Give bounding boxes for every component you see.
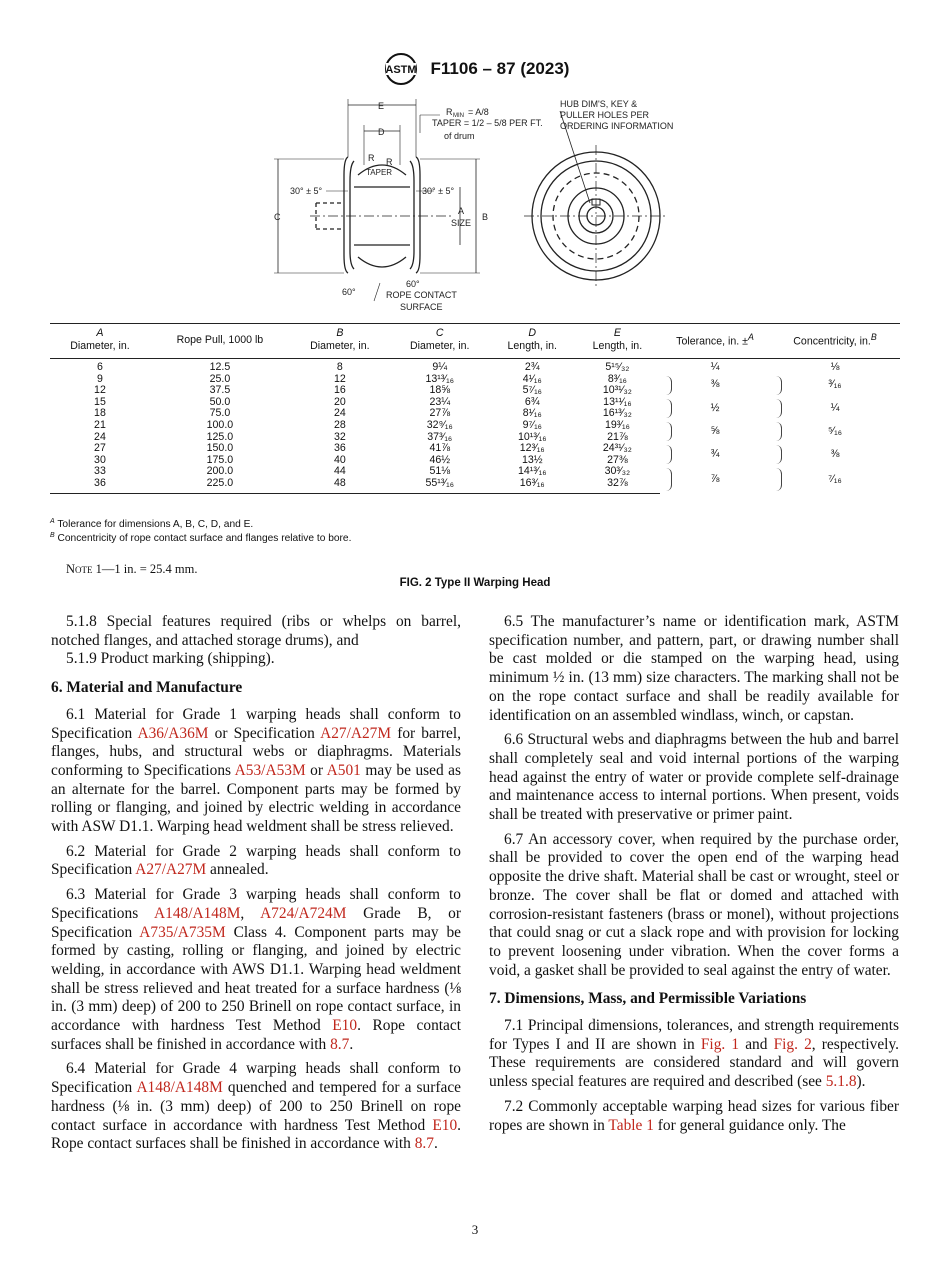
cell-d: 14¹³⁄₁₆ xyxy=(518,465,547,478)
label-of-drum: of drum xyxy=(444,131,475,141)
cell-c: 23¼ xyxy=(429,395,451,408)
cell-concentricity-group xyxy=(770,443,900,466)
section-6-heading: 6. Material and Manufacture xyxy=(51,679,243,697)
label-rope-contact: ROPE CONTACT xyxy=(386,290,457,300)
para-6-4: 6.4 Material for Grade 4 warping heads shall conform to Specification A148/A148M quenched and tempered for a surface hardness (⅛ in. (3 mm) deep) of 200 to 250 Brinell on rope contact surface in accordance with hardness Test Method E10. Rope contact surfaces shall be finished in accordance with 8.7. xyxy=(51,1060,461,1153)
link-8-7-b[interactable]: 8.7 xyxy=(414,1135,434,1153)
para-6-2: 6.2 Material for Grade 2 warping heads shall conform to Specification A27/A27M annealed. xyxy=(51,842,461,879)
cell-d: 6¾ xyxy=(524,395,540,408)
cell-concentricity-group xyxy=(770,466,900,493)
cell-concentricity-group xyxy=(770,374,900,397)
para-5-1-9: 5.1.9 Product marking (shipping). xyxy=(66,650,275,668)
label-size: SIZE xyxy=(451,218,472,228)
concentricity-value: ⁵⁄₁₆ xyxy=(827,424,842,437)
table-body xyxy=(50,359,900,494)
table-header-row xyxy=(50,324,900,359)
cell-a: 12 xyxy=(94,384,106,397)
cell-c: 13¹³⁄₁₆ xyxy=(425,372,454,385)
cell-d: 2¾ xyxy=(524,361,540,373)
brace-icon xyxy=(666,376,672,395)
link-fig-2[interactable]: Fig. 2 xyxy=(773,1035,812,1053)
cell-rope: 75.0 xyxy=(209,407,231,420)
para-6-3: 6.3 Material for Grade 3 warping heads shall conform to Specifications A148/A148M, A724/A724M Grade B, or Specification A735/A735M Class 4. Component parts may be formed by casting, rolling or flanging, and joined by electric welding, in accordance with AWS D1.1. Warping head weldment shall be stress relieved and heat treated for a surface hardness (⅛ in. (3 mm) deep) of 200 to 250 Brinell on rope contact surface, in accordance with hardness Test Method E10. Rope contact surfaces shall be finished in accordance with 8.7. xyxy=(51,886,461,1053)
brace-icon xyxy=(666,468,672,491)
header-d: D Length, in. xyxy=(490,324,575,359)
label-hub-2: PULLER HOLES PER xyxy=(560,110,650,120)
cell-b: 32 xyxy=(333,430,346,443)
link-fig-1[interactable]: Fig. 1 xyxy=(700,1035,740,1053)
link-a735[interactable]: A735/A735M xyxy=(139,923,226,941)
concentricity-value: ⅜ xyxy=(830,447,840,460)
cell-c: 32⁹⁄₁₆ xyxy=(426,418,453,431)
link-a148-qt[interactable]: A148/A148M xyxy=(136,1079,223,1097)
para-6-7: 6.7 An accessory cover, when required by the purchase order, shall be provided to cover the open end of the warping head opposite the drive shaft. Material shall be cast or wrought, steel or bronze. The cover shall be flat or domed and attached with corrosion-resistant fasteners (brass or monel), without projections that could snag or cut a slack rope and with provision for locking to prevent loosening under vibration. When the cover forms a void, a gasket shall be provided to seal against the entry of water. xyxy=(489,830,899,979)
cell-b: 36 xyxy=(333,442,346,455)
label-60-left: 60° xyxy=(342,287,356,297)
cell-e: 32⅞ xyxy=(575,478,660,493)
figure-caption: FIG. 2 Type II Warping Head xyxy=(399,577,551,589)
cell-d: 16³⁄₁₆ xyxy=(490,478,575,493)
cell-a: 30 xyxy=(94,453,106,466)
header-b: B Diameter, in. xyxy=(290,324,390,359)
cell-a: 33 xyxy=(94,465,106,478)
document-designation: F1106 – 87 (2023) xyxy=(430,59,570,78)
cell-c: 37³⁄₁₆ xyxy=(427,430,453,443)
brace-icon xyxy=(666,445,672,464)
cell-c: 55¹³⁄₁₆ xyxy=(390,478,490,493)
right-column xyxy=(489,613,899,1141)
link-e10[interactable]: E10 xyxy=(332,1017,358,1035)
tolerance-value: ⅝ xyxy=(710,424,720,437)
cell-e: 5¹⁵⁄₃₂ xyxy=(605,361,630,373)
cell-tolerance-group xyxy=(660,397,770,420)
brace-icon xyxy=(776,468,782,491)
label-rmin: R xyxy=(446,107,453,117)
label-r: R xyxy=(368,153,375,163)
cell-rope: 150.0 xyxy=(206,442,234,455)
cell-a: 21 xyxy=(94,418,106,431)
cell-a: 27 xyxy=(94,442,106,455)
cell-b: 28 xyxy=(333,418,346,431)
cell-e: 19³⁄₁₆ xyxy=(604,418,630,431)
cell-e: 13¹¹⁄₁₆ xyxy=(603,395,632,408)
para-7-2: 7.2 Commonly acceptable warping head sizes for various fiber ropes are shown in Table 1 for general guidance only. The xyxy=(489,1097,899,1134)
label-angle-right: 30° ± 5° xyxy=(422,186,455,196)
label-hub-1: HUB DIM'S, KEY & xyxy=(560,99,638,109)
cell-tolerance-group xyxy=(660,466,770,493)
label-b: B xyxy=(482,212,489,222)
cell-d: 5⁷⁄₁₆ xyxy=(522,384,542,397)
cell-rope: 25.0 xyxy=(209,372,231,385)
label-60-right: 60° xyxy=(406,279,420,289)
left-column xyxy=(51,613,461,1160)
para-6-6: 6.6 Structural webs and diaphragms between the hub and barrel shall completely seal and void internal portions of the warping head against the entry of water or provide complete self-drainage and maintenance access to internal portions. When present, voids shall be treated with preservative or primer paint. xyxy=(489,731,899,824)
header-a: A Diameter, in. xyxy=(50,324,150,359)
cell-e: 21⅞ xyxy=(607,430,628,443)
cell-a: 36 xyxy=(50,478,150,493)
label-c: C xyxy=(274,212,281,222)
page-header xyxy=(0,52,950,86)
tolerance-value: ⅞ xyxy=(710,472,720,485)
header-c: C Diameter, in. xyxy=(390,324,490,359)
label-angle-left: 30° ± 5° xyxy=(290,186,323,196)
link-a27[interactable]: A27/A27M xyxy=(320,724,392,742)
cell-c: 46½ xyxy=(429,453,451,466)
cell-e: 27⅜ xyxy=(607,453,628,466)
brace-icon xyxy=(666,399,672,418)
link-a724[interactable]: A724/A724M xyxy=(260,904,347,922)
footnote-b: $^B$ Concentricity of rope contact surface and flanges relative to bore. xyxy=(50,532,352,544)
cell-b: 8 xyxy=(336,361,343,373)
cell-concentricity-group xyxy=(770,397,900,420)
brace-icon xyxy=(776,445,782,464)
cell-rope: 175.0 xyxy=(206,453,234,466)
label-rmin-sub: MIN xyxy=(453,113,464,119)
note-1: Note 1—1 in. = 25.4 mm. xyxy=(66,562,198,576)
cell-c: 51⅛ xyxy=(429,465,451,478)
link-a36[interactable]: A36/A36M xyxy=(137,724,209,742)
tolerance-value: ½ xyxy=(710,401,720,414)
label-surface: SURFACE xyxy=(400,302,443,312)
header-rope-pull: Rope Pull, 1000 lb xyxy=(150,324,290,359)
brace-icon xyxy=(666,422,672,441)
technical-drawing xyxy=(270,95,690,317)
cell-e: 10³¹⁄₃₂ xyxy=(602,384,632,397)
concentricity-value: ¼ xyxy=(830,401,840,414)
page-number: 3 xyxy=(471,1222,479,1237)
label-rmin-value: = A/8 xyxy=(468,107,489,117)
astm-logo-icon xyxy=(381,52,421,86)
cell-b: 20 xyxy=(333,395,346,408)
cell-rope: 37.5 xyxy=(209,384,231,397)
tolerance-value: ¾ xyxy=(710,447,720,460)
cell-c: 41⅞ xyxy=(429,442,451,455)
label-d: D xyxy=(378,127,385,137)
label-a: A xyxy=(458,206,465,216)
para-6-1: 6.1 Material for Grade 1 warping heads shall conform to Specification A36/A36M or Specification A27/A27M for barrel, flanges, hubs, and structural webs or diaphragms. Materials conforming to Specifications A53/A53M or A501 may be used as an alternate for the barrel. Component parts may be formed by rolling or flanging, and joined by electric welding in accordance with ASW D1.1. Warping head weldment shall be stress relieved. xyxy=(51,705,462,836)
cell-d: 9⁷⁄₁₆ xyxy=(522,418,542,431)
cell-d: 8¹⁄₁₆ xyxy=(522,407,542,420)
flange-left-outline xyxy=(344,157,348,273)
cell-tolerance-group xyxy=(660,420,770,443)
cell-rope: 125.0 xyxy=(206,430,234,443)
cell-a: 18 xyxy=(94,407,106,420)
cell-d: 12³⁄₁₆ xyxy=(519,442,545,455)
para-5-1-8: 5.1.8 Special features required (ribs or whelps on barrel, notched flanges, and attached storage drums), and xyxy=(51,613,461,649)
link-e10-b[interactable]: E10 xyxy=(432,1116,458,1134)
cell-d: 10¹³⁄₁₆ xyxy=(518,430,547,443)
label-taper: TAPER xyxy=(366,168,393,177)
header-e: E Length, in. xyxy=(575,324,660,359)
table-row xyxy=(50,359,900,374)
cell-e: 24³¹⁄₃₂ xyxy=(602,442,632,455)
cell-concentricity-group xyxy=(770,420,900,443)
link-table-1[interactable]: Table 1 xyxy=(608,1116,654,1134)
concentricity-value: ⁷⁄₁₆ xyxy=(828,472,842,485)
cell-a: 24 xyxy=(94,430,106,443)
link-5-1-8[interactable]: 5.1.8 xyxy=(825,1073,857,1091)
cell-e: 8³⁄₁₆ xyxy=(607,372,627,385)
cell-rope: 50.0 xyxy=(209,395,231,408)
svg-text:ASTM: ASTM xyxy=(384,64,417,76)
section-7-heading: 7. Dimensions, Mass, and Permissible Variations xyxy=(489,990,807,1008)
para-7-1: 7.1 Principal dimensions, tolerances, and strength requirements for Types I and II are shown in Fig. 1 and Fig. 2, respectively. These requirements are considered standard and will govern unless special features are required and described (see 5.1.8). xyxy=(489,1017,899,1091)
cell-e: 16¹³⁄₃₂ xyxy=(602,407,632,420)
cell-d: 4¹⁄₁₆ xyxy=(522,372,542,385)
link-a27-annealed[interactable]: A27/A27M xyxy=(135,861,207,879)
cell-c: 27⅞ xyxy=(429,407,451,420)
cell-a: 15 xyxy=(94,395,106,408)
cell-c: 9¼ xyxy=(432,361,448,373)
cell-d: 13½ xyxy=(521,453,543,466)
footnote-a: $^A$ Tolerance for dimensions A, B, C, D, and E. xyxy=(50,518,254,530)
link-a53[interactable]: A53/A53M xyxy=(234,761,306,779)
cell-rope: 225.0 xyxy=(150,478,290,493)
cell-b: 40 xyxy=(333,453,346,466)
cell-tolerance-group xyxy=(660,374,770,397)
table-row xyxy=(50,374,900,386)
header-concentricity: Concentricity, in.$^B$ xyxy=(770,324,900,359)
cell-tolerance-group xyxy=(660,443,770,466)
label-taper-spec: TAPER = 1/2 – 5/8 PER FT. xyxy=(432,118,543,128)
cell-rope: 100.0 xyxy=(206,418,234,431)
cell-b: 24 xyxy=(333,407,346,420)
cell-b: 16 xyxy=(333,384,346,397)
header-tolerance: Tolerance, in. ±$^A$ xyxy=(660,324,770,359)
table-row xyxy=(50,443,900,455)
link-8-7[interactable]: 8.7 xyxy=(330,1035,350,1053)
cell-e: 30³⁄₃₂ xyxy=(604,465,631,478)
label-e: E xyxy=(378,101,385,111)
cell-rope: 12.5 xyxy=(209,361,231,373)
cell-c: 18⅝ xyxy=(429,384,451,397)
link-a148[interactable]: A148/A148M xyxy=(154,904,241,922)
cell-a: 9 xyxy=(96,372,103,385)
cell-b: 48 xyxy=(290,478,390,493)
cell-a: 6 xyxy=(96,361,103,373)
brace-icon xyxy=(776,422,782,441)
cell-concentricity: ⅛ xyxy=(830,361,840,373)
cell-b: 44 xyxy=(333,465,346,478)
cell-rope: 200.0 xyxy=(206,465,234,478)
cell-tolerance: ¼ xyxy=(710,361,720,373)
brace-icon xyxy=(776,376,782,395)
tolerance-value: ⅜ xyxy=(710,378,720,391)
label-hub-3: ORDERING INFORMATION xyxy=(560,121,674,131)
cell-b: 12 xyxy=(333,372,346,385)
brace-icon xyxy=(776,399,782,418)
concentricity-value: ³⁄₁₆ xyxy=(828,378,842,391)
label-r2: R xyxy=(386,157,393,167)
warping-head-drawing xyxy=(270,95,690,317)
table-row xyxy=(50,466,900,478)
table-row xyxy=(50,397,900,409)
link-a501[interactable]: A501 xyxy=(326,761,361,779)
para-6-5: 6.5 The manufacturer’s name or identification mark, ASTM specification number, and pattern, part, or drawing number shall be cast molded or die stamped on the warping head, using minimum ½ in. (13 mm) size characters. The marking shall not be on the rope contact surface and shall be readily available for identification on an assembled windlass, winch, or capstan. xyxy=(489,613,899,724)
table-row xyxy=(50,420,900,432)
dimensions-table xyxy=(50,323,900,494)
